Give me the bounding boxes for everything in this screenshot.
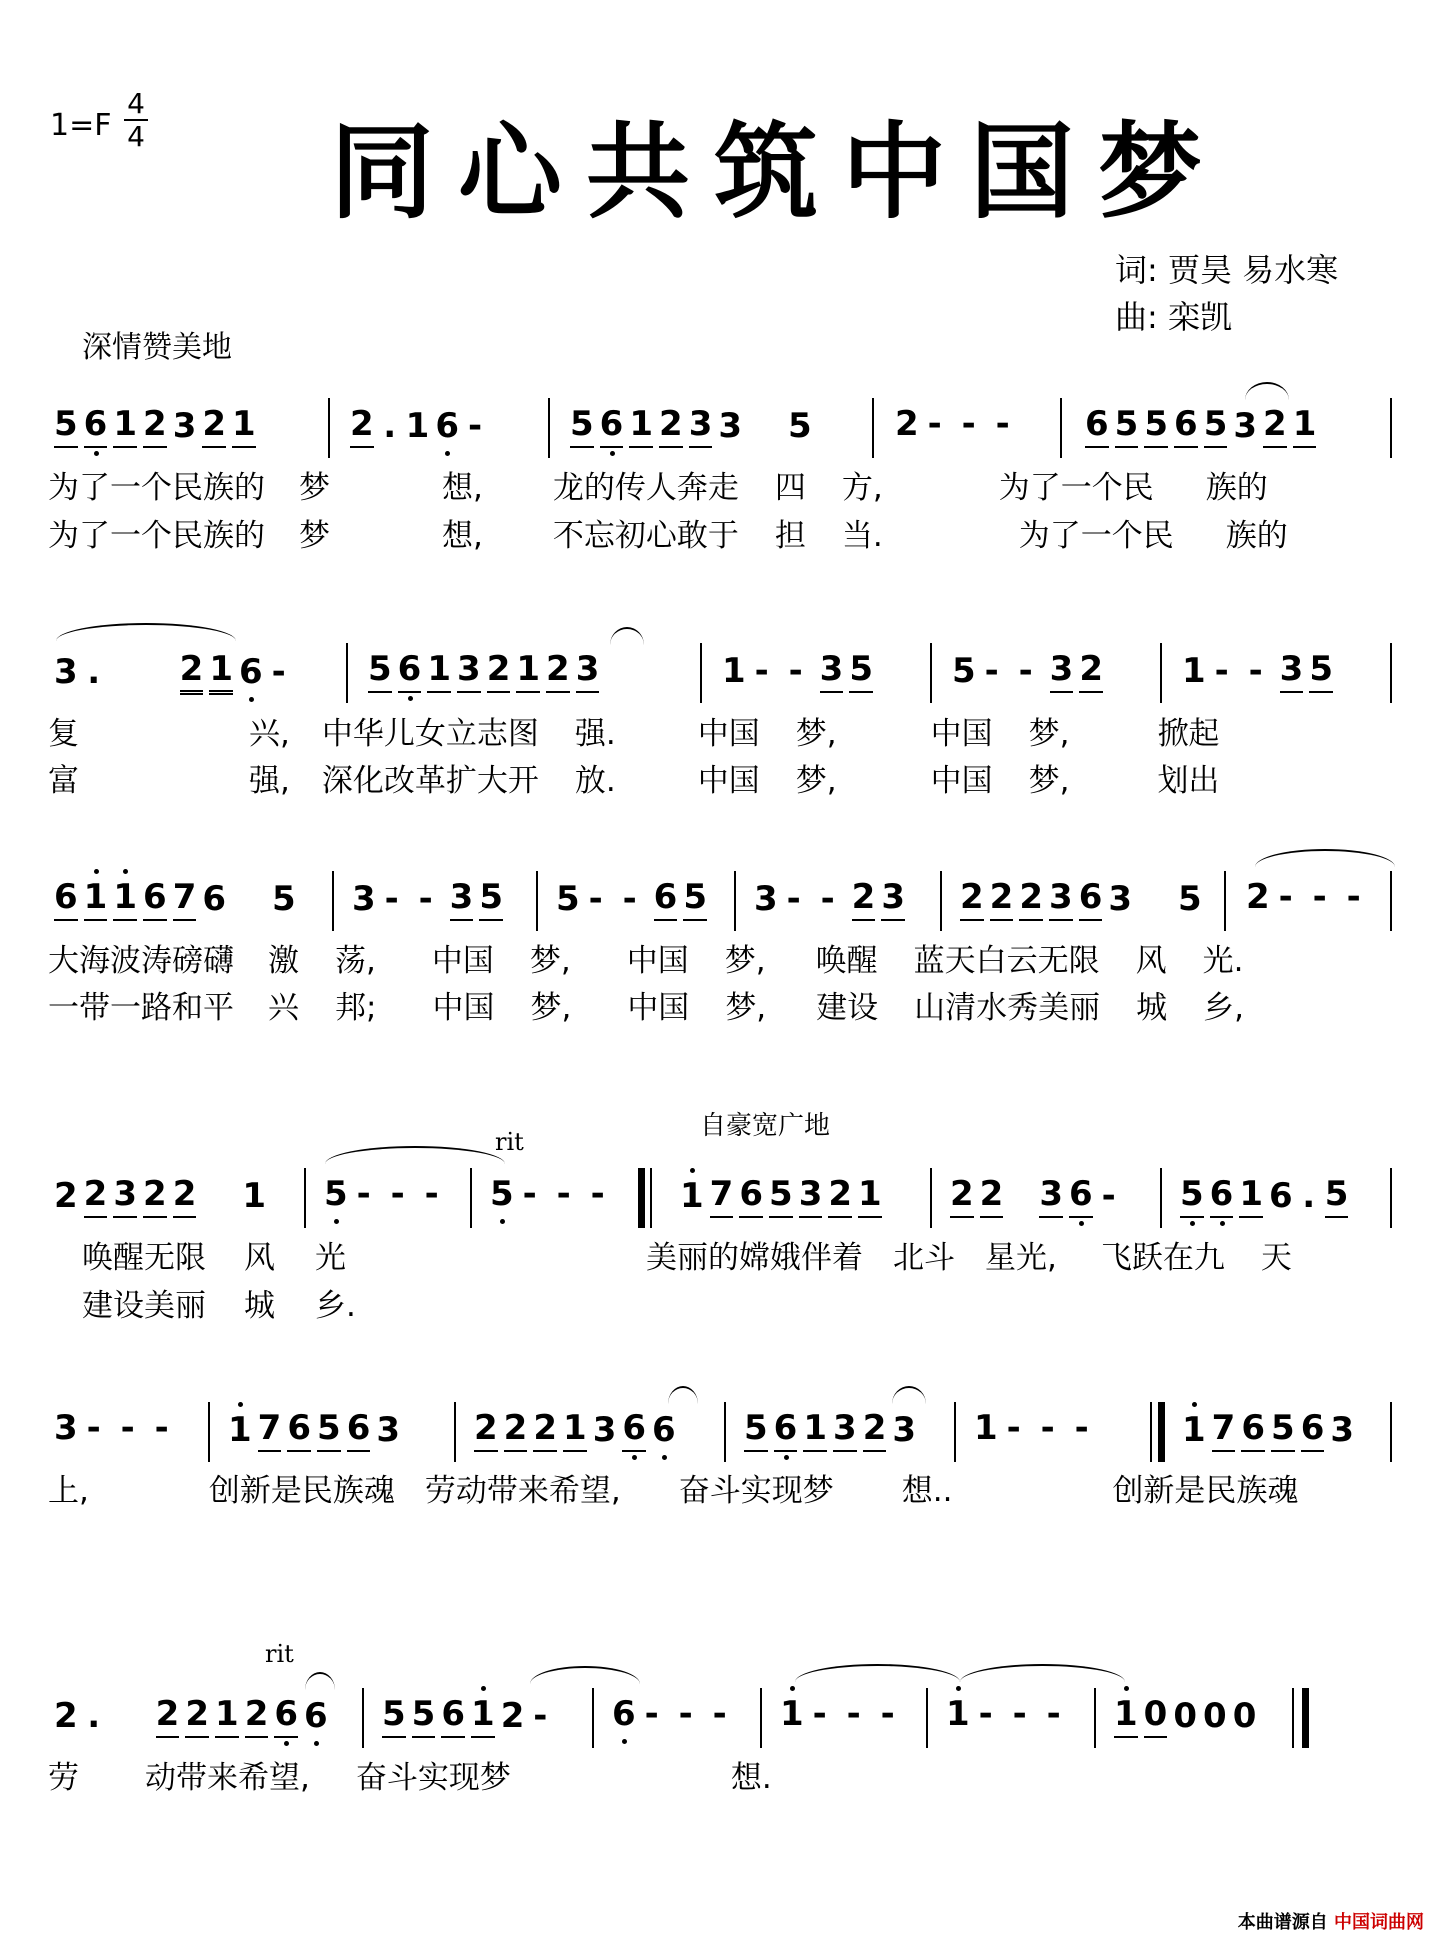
barline	[872, 398, 874, 458]
barline	[1224, 871, 1226, 931]
lyric-line: 为了一个民族的 梦 想, 不忘初心敢于 担 当. 为了一个民 族的	[48, 518, 1288, 554]
measure: 1 - - -	[780, 1694, 912, 1734]
barline	[926, 1688, 928, 1748]
measure: 1 - - 3 5	[1182, 649, 1334, 691]
expression-mark-2: 自豪宽广地	[700, 1111, 831, 1141]
notation-system-3	[50, 871, 1395, 931]
tie-slur	[610, 627, 644, 645]
notation-system-4	[50, 1128, 1395, 1228]
measure: 1 7 6 5 3 2 1	[680, 1174, 888, 1218]
meter-top: 4	[124, 88, 148, 121]
barline	[700, 643, 702, 703]
barline	[1094, 1688, 1096, 1748]
measure: 5 6 1 2 3 3 5	[570, 404, 818, 448]
measure: 5 6 1 3 2 1 2 3	[368, 649, 605, 693]
tie-slur	[795, 1664, 960, 1682]
lyric-line: 唤醒无限 风 光 美丽的嫦娥伴着 北斗 星光, 飞跃在九 天	[82, 1240, 1292, 1276]
lyric-line: 劳 动带来希望, 奋斗实现梦 想.	[48, 1760, 772, 1796]
final-barline	[1302, 1688, 1309, 1748]
measure: 6 - - -	[612, 1694, 744, 1734]
measure: 5 6 1 6 . 5	[1180, 1174, 1354, 1218]
barline	[470, 1168, 472, 1228]
measure: 2 . 1 6 -	[350, 404, 499, 448]
barline	[536, 871, 538, 931]
measure: 2 2 2 3 6 3 5	[960, 877, 1202, 919]
barline	[1390, 398, 1392, 458]
measure: 5 - - 3 2	[952, 649, 1104, 691]
tie-slur	[530, 1666, 640, 1684]
measure: 2 2 3 2 2 1	[54, 1174, 267, 1216]
repeat-end-barline	[1158, 1402, 1165, 1462]
barline	[362, 1688, 364, 1748]
measure: 5 - - 6 5	[556, 877, 708, 919]
barline	[1390, 643, 1392, 703]
barline	[930, 643, 932, 703]
barline	[304, 1168, 306, 1228]
measure: 5 5 6 1 2 -	[382, 1694, 564, 1738]
barline	[650, 1168, 652, 1228]
barline	[548, 398, 550, 458]
lyric-line: 为了一个民族的 梦 想, 龙的传人奔走 四 方, 为了一个民 族的	[48, 470, 1268, 506]
tie-slur	[1255, 849, 1395, 867]
barline	[592, 1688, 594, 1748]
notation-system-2	[50, 643, 1395, 703]
barline	[332, 871, 334, 931]
barline	[1390, 871, 1392, 931]
lyric-line: 大海波涛磅礴 激 荡, 中国 梦, 中国 梦, 唤醒 蓝天白云无限 风 光.	[48, 943, 1244, 979]
barline	[1060, 398, 1062, 458]
measure: 1 - - -	[946, 1694, 1078, 1734]
measure: 3 - - 3 5	[352, 877, 504, 919]
measure: 1 - - -	[974, 1408, 1089, 1448]
barline	[208, 1402, 210, 1462]
measure: 6 1 1 6 7 6 5	[54, 877, 302, 921]
barline	[454, 1402, 456, 1462]
expression-mark-1: 深情赞美地	[82, 330, 232, 365]
lyric-line: 一带一路和平 兴 邦; 中国 梦, 中国 梦, 建设 山清水秀美丽 城 乡,	[48, 990, 1245, 1026]
tie-slur	[668, 1386, 698, 1404]
tie-slur	[56, 623, 236, 641]
measure: 6 5 5 6 5 3 2 1	[1085, 404, 1317, 446]
tie-slur	[305, 1672, 335, 1690]
lyric-line: 复 兴, 中华儿女立志图 强. 中国 梦, 中国 梦, 掀起	[48, 716, 1220, 752]
barline	[734, 871, 736, 931]
meter-bottom: 4	[127, 120, 145, 153]
barline	[954, 1402, 956, 1462]
barline	[1390, 1168, 1392, 1228]
barline	[1390, 1402, 1392, 1462]
measure: 5 - - -	[490, 1174, 622, 1214]
measure: 3 - - 2 3	[754, 877, 906, 919]
lyric-line: 富 强, 深化改革扩大开 放. 中国 梦, 中国 梦, 划出	[48, 763, 1220, 799]
measure: 2 - - -	[1246, 877, 1361, 917]
measure: 3 - - -	[54, 1408, 169, 1448]
tie-slur	[325, 1146, 505, 1164]
barline	[930, 1168, 932, 1228]
measure: 5 6 1 3 2 3	[744, 1408, 922, 1452]
notation-system-6	[50, 1640, 1395, 1748]
measure: 1 7 6 5 6 3	[228, 1408, 406, 1452]
barline	[724, 1402, 726, 1462]
repeat-end-barline	[1150, 1402, 1152, 1462]
ritardando-mark: rit	[265, 1640, 294, 1668]
measure: 2 2 3 6 -	[950, 1174, 1133, 1218]
measure: 3 . 2 1 6 -	[54, 649, 303, 695]
barline	[760, 1688, 762, 1748]
repeat-start-barline	[638, 1168, 645, 1228]
song-title: 同心共筑中国梦	[330, 110, 1227, 233]
barline	[940, 871, 942, 931]
ritardando-mark: rit	[495, 1128, 524, 1156]
tie-slur	[892, 1386, 926, 1404]
composer-credit: 曲: 栾凯	[1115, 298, 1232, 336]
key-signature: 1=F	[50, 108, 112, 143]
measure: 2 - - -	[895, 404, 1010, 444]
barline	[1160, 643, 1162, 703]
site-link[interactable]: 中国词曲网	[1334, 1912, 1424, 1933]
lyric-line: 建设美丽 城 乡.	[82, 1288, 356, 1324]
notation-system-5	[50, 1402, 1395, 1462]
lyricist-credit: 词: 贾昊 易水寒	[1115, 251, 1339, 289]
notation-system-1	[50, 398, 1395, 458]
measure: 1 - - 3 5	[722, 649, 874, 691]
lyric-line: 上, 创新是民族魂 劳动带来希望, 奋斗实现梦 想.. 创新是民族魂	[48, 1473, 1299, 1509]
tie-slur	[960, 1664, 1125, 1682]
measure: 2 . 2 2 1 2 6 6	[54, 1694, 334, 1738]
measure: 2 2 2 1 3 6 6	[474, 1408, 682, 1452]
barline	[328, 398, 330, 458]
source-credit: 本曲谱源自 中国词曲网	[1237, 1912, 1424, 1933]
measure: 1 7 6 5 6 3	[1182, 1408, 1360, 1452]
barline	[1160, 1168, 1162, 1228]
final-barline	[1292, 1688, 1294, 1748]
time-signature	[124, 88, 148, 152]
measure: 5 6 1 2 3 2 1	[54, 404, 262, 448]
measure: 1 0 0 0 0	[1114, 1694, 1262, 1738]
barline	[346, 643, 348, 703]
measure: 5 - - -	[324, 1174, 456, 1214]
tie-slur	[1245, 382, 1289, 400]
